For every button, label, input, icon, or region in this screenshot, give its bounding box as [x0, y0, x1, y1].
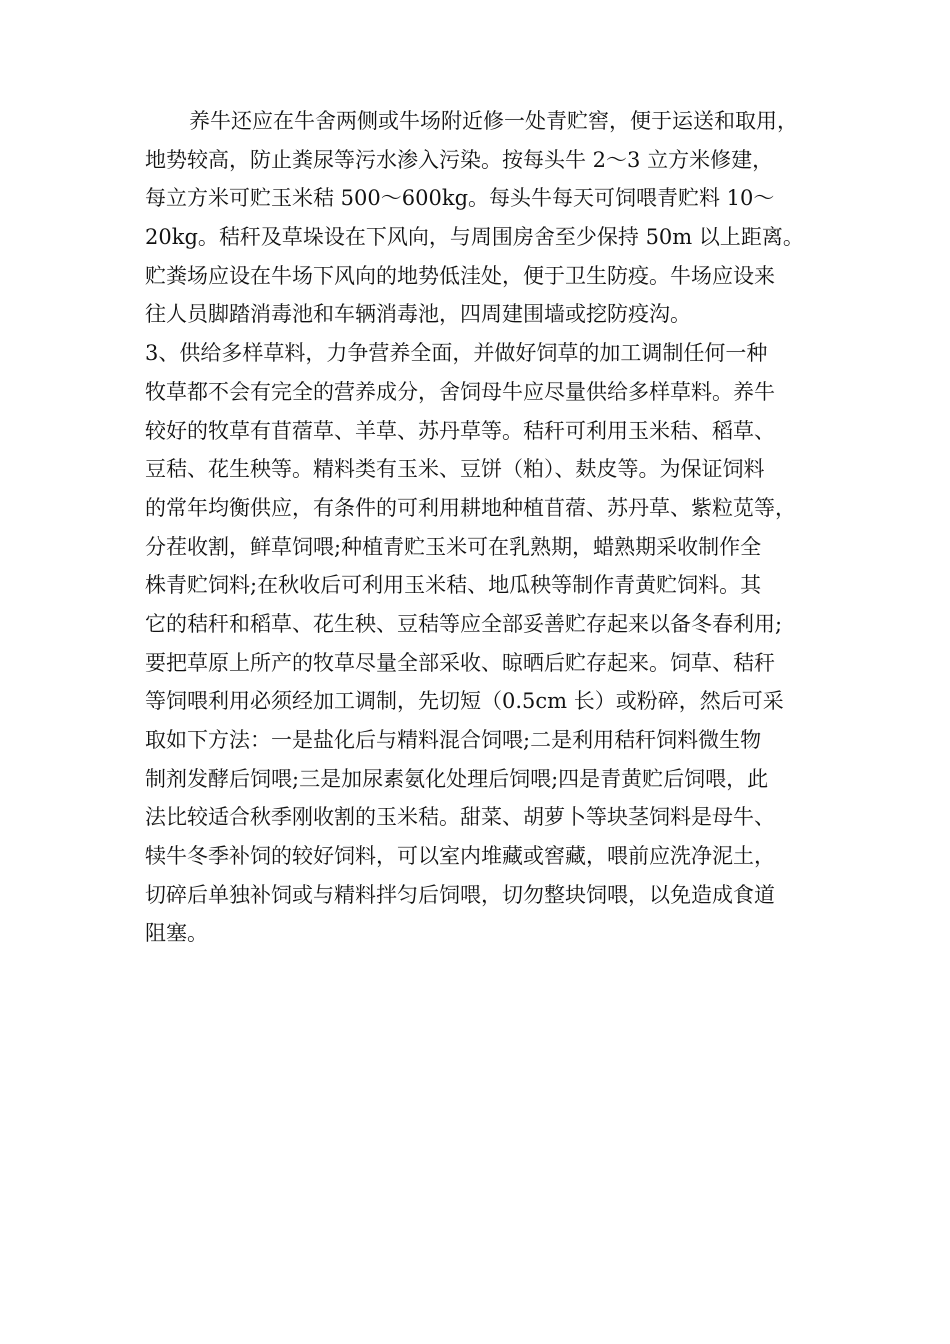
text-line: 要把草原上所产的牧草尽量全部采收、晾晒后贮存起来。饲草、秸秆: [145, 650, 775, 675]
text-line: 株青贮饲料;在秋收后可利用玉米秸、地瓜秧等制作青黄贮饲料。其: [145, 573, 762, 598]
text-line: 每立方米可贮玉米秸 500～600kg。每头牛每天可饲喂青贮料 10～: [145, 186, 775, 211]
text-line: 牧草都不会有完全的营养成分，舍饲母牛应尽量供给多样草料。养牛: [145, 379, 775, 404]
text-line: 犊牛冬季补饲的较好饲料，可以室内堆藏或窖藏，喂前应洗净泥土，: [145, 844, 775, 869]
text-line: 分茬收割，鲜草饲喂;种植青贮玉米可在乳熟期，蜡熟期采收制作全: [145, 534, 762, 559]
text-line: 阻塞。: [145, 921, 208, 946]
text-line: 较好的牧草有苜蓿草、羊草、苏丹草等。秸秆可利用玉米秸、稻草、: [145, 418, 775, 443]
text-line: 它的秸秆和稻草、花生秧、豆秸等应全部妥善贮存起来以备冬春利用;: [145, 611, 783, 636]
text-line: 贮粪场应设在牛场下风向的地势低洼处，便于卫生防疫。牛场应设来: [145, 263, 775, 288]
document-body: [145, 102, 815, 953]
text-line: 20kg。秸秆及草垛设在下风向，与周围房舍至少保持 50m 以上距离。: [145, 225, 804, 250]
text-line: 等饲喂利用必须经加工调制，先切短（0.5cm 长）或粉碎，然后可采: [145, 689, 784, 714]
text-line: 养牛还应在牛舍两侧或牛场附近修一处青贮窖，便于运送和取用，: [189, 109, 798, 133]
text-line: 的常年均衡供应，有条件的可利用耕地种植苜蓿、苏丹草、紫粒苋等，: [145, 495, 796, 520]
text-line: 往人员脚踏消毒池和车辆消毒池，四周建围墙或挖防疫沟。: [145, 302, 691, 327]
text-line: 地势较高，防止粪尿等污水渗入污染。按每头牛 2～3 立方米修建，: [145, 147, 774, 172]
text-line: 制剂发酵后饲喂;三是加尿素氨化处理后饲喂;四是青黄贮后饲喂，此: [145, 766, 769, 791]
text-line: 切碎后单独补饲或与精料拌匀后饲喂，切勿整块饲喂，以免造成食道: [145, 882, 775, 907]
text-line: 法比较适合秋季刚收割的玉米秸。甜菜、胡萝卜等块茎饲料是母牛、: [145, 805, 775, 830]
text-line: 取如下方法：一是盐化后与精料混合饲喂;二是利用秸秆饲料微生物: [145, 728, 762, 752]
section-heading-line: 3、供给多样草料，力争营养全面，并做好饲草的加工调制任何一种: [145, 341, 768, 366]
text-line: 豆秸、花生秧等。精料类有玉米、豆饼（粕）、麸皮等。为保证饲料: [145, 457, 765, 482]
